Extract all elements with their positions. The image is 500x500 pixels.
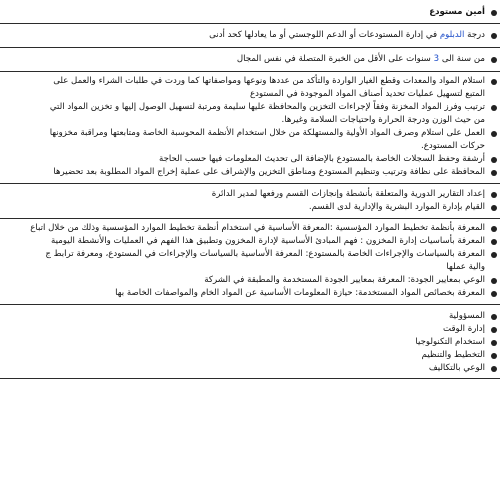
bullet-icon [491, 131, 497, 137]
bullet-icon [491, 170, 497, 176]
bullet-icon [491, 278, 497, 284]
responsibility-item: أرشفة وحفظ السجلات الخاصة بالمستودع بالإضافة الى تحديث المعلومات فيها حسب الحاجة [0, 153, 500, 166]
reporting-item: القيام بإدارة الموارد البشرية والإدارية لدى القسم. [0, 201, 500, 214]
experience-text: من سنة الى 3 سنوات على الأقل من الخبرة المتصلة في نفس المجال [236, 54, 485, 64]
competency-item: المسؤولية [0, 310, 500, 323]
knowledge-item: المعرفة بأنظمة تخطيط الموارد المؤسسية :المعرفة الأساسية في استخدام أنظمة تخطيط الموارد المؤسسية وذلك من خلال اتباع [0, 222, 500, 235]
reporting-item: إعداد التقارير الدورية والمتعلقة بأنشطة وإنجازات القسم ورفعها لمدير الدائرة [0, 188, 500, 201]
bullet-icon [491, 314, 497, 320]
responsibility-item: العمل على استلام وصرف المواد الأولية والمستهلكة من خلال استخدام الأنظمة المحوسبة الخاصة ومتابعتها ومراقبة مخزونها [0, 127, 500, 140]
qualification-highlight: الدبلوم [439, 30, 465, 40]
responsibility-item: استلام المواد والمعدات وقطع الغيار الواردة والتأكد من عددها ونوعها ومواصفاتها كما وردت في طلبات الشراء والعمل على [0, 75, 500, 88]
experience-line [0, 53, 500, 66]
knowledge-item: الوعي بمعايير الجودة: المعرفة بمعايير الجودة المستخدمة والمطبقة في الشركة [0, 274, 500, 287]
knowledge-item: المعرفة بأساسيات إدارة المخزون : فهم المبادئ الأساسية لإدارة المخزون وتطبيق هذا الفهم في العمليات والأنشطة اليومية [0, 235, 500, 248]
bullet-icon [491, 57, 497, 63]
knowledge-item: المعرفة بخصائص المواد المستخدمة: حيازة المعلومات الأساسية عن المواد الخام والمواصفات الخاصة بها [0, 287, 500, 300]
experience-highlight: 3 [433, 54, 440, 64]
competency-item: الوعي بالتكاليف [0, 362, 500, 375]
competencies-row [0, 305, 500, 379]
bullet-icon [491, 205, 497, 211]
knowledge-row [0, 219, 500, 305]
qualification-line [0, 29, 500, 42]
bullet-icon [491, 33, 497, 39]
competency-item: إدارة الوقت [0, 323, 500, 336]
experience-row [0, 48, 500, 72]
knowledge-item: المعرفة بالسياسات والإجراءات الخاصة بالمستودع: المعرفة الأساسية بالسياسات والإجراءات في المستودع، ومعرفة ترابط ج [0, 248, 500, 261]
bullet-icon [491, 353, 497, 359]
qualification-text: درجة الدبلوم في إدارة المستودعات أو الدعم اللوجستي أو ما يعادلها كحد أدنى [209, 30, 485, 40]
qualification-row [0, 24, 500, 48]
bullet-icon [491, 327, 497, 333]
bullet-icon [491, 105, 497, 111]
job-title-row [0, 0, 500, 24]
responsibility-item-cont: حركات المستودع. [421, 141, 485, 151]
reporting-row [0, 184, 500, 219]
competency-item: استخدام التكنولوجيا [0, 336, 500, 349]
job-title: أمين مستودع [429, 7, 485, 17]
bullet-icon [491, 291, 497, 297]
competency-item: التخطيط والتنظيم [0, 349, 500, 362]
responsibility-item-cont: المتبع لتسهيل عمليات تحديد أصناف المواد الموجودة في المستودع [250, 89, 485, 99]
responsibilities-row [0, 72, 500, 184]
responsibility-item-cont: من حيث الوزن ودرجة الحرارة واحتياجات السلامة وغيرها. [281, 115, 485, 125]
responsibility-item: ترتيب وفرز المواد المخزنة وفقاً لإجراءات التخزين والمحافظة عليها سليمة ومرتبة لتسهيل الوصول إليها و تخزين المواد التي [0, 101, 500, 114]
bullet-icon [491, 10, 497, 16]
bullet-icon [491, 226, 497, 232]
bullet-icon [491, 192, 497, 198]
bullet-icon [491, 340, 497, 346]
responsibility-item: المحافظة على نظافة وترتيب وتنظيم المستودع ومناطق التخزين والإشراف على عملية إخراج المواد المطلوبة بعد تحضيرها [0, 166, 500, 179]
bullet-icon [491, 157, 497, 163]
knowledge-item-cont: والية عملها [446, 262, 485, 272]
bullet-icon [491, 366, 497, 372]
bullet-icon [491, 252, 497, 258]
job-title-line [0, 6, 500, 19]
bullet-icon [491, 79, 497, 85]
bullet-icon [491, 239, 497, 245]
